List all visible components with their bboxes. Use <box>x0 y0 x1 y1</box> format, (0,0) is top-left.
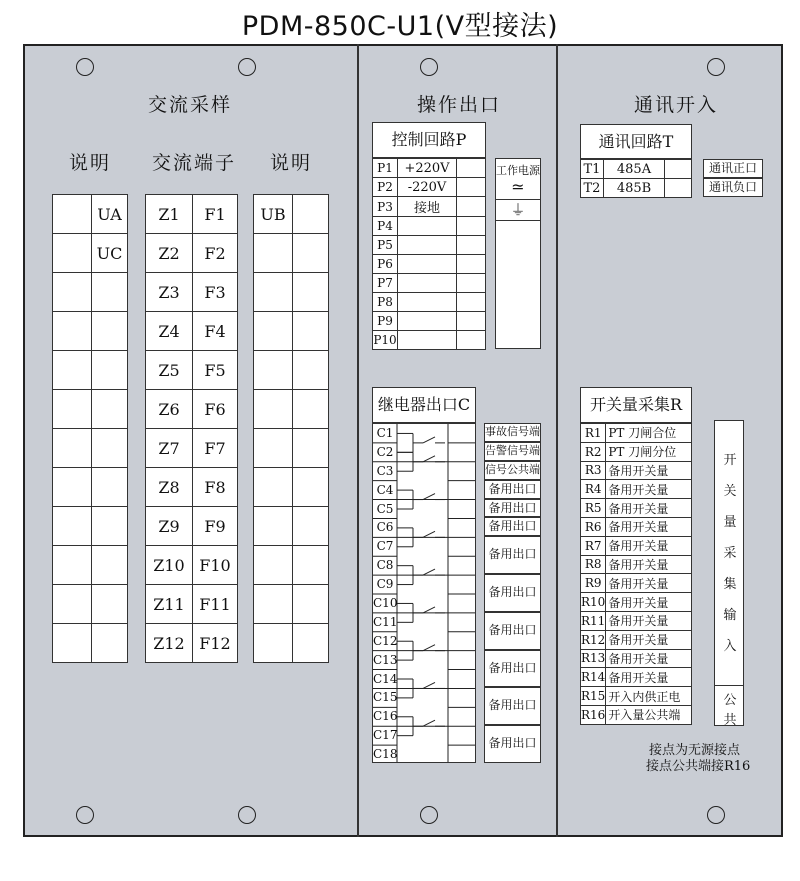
di-terminal-id: R12 <box>581 630 606 649</box>
ac-f-terminal: F4 <box>193 312 238 351</box>
relay-terminal-id: C16 <box>373 709 398 724</box>
ac-f-terminal: F10 <box>193 546 238 585</box>
ac-right-label-cell <box>254 585 293 624</box>
relay-output-label: 备用出口 <box>484 536 541 574</box>
power-supply-label: 工作电源 <box>496 164 540 177</box>
di-row <box>581 536 692 555</box>
relay-terminal-id: C12 <box>373 633 398 648</box>
di-terminal-label: 备用开关量 <box>606 611 692 630</box>
relay-terminal-id: C14 <box>373 671 398 686</box>
di-terminal-id: R4 <box>581 480 606 499</box>
relay-terminal-id: C6 <box>376 520 394 535</box>
ctrl-terminal-id: P5 <box>373 236 398 255</box>
ac-left-label-cell <box>92 312 128 351</box>
ctrl-terminal-label <box>398 217 457 236</box>
ac-terminal-row <box>146 390 238 429</box>
ctrl-terminal-id: P9 <box>373 312 398 331</box>
comm-terminal-value: 485A <box>604 160 665 179</box>
ac-left-label-cell: UA <box>92 195 128 234</box>
ac-right-blank-cell <box>293 624 329 663</box>
ac-right-blank-cell <box>293 585 329 624</box>
di-row <box>581 555 692 574</box>
relay-output-label: 信号公共端 <box>484 461 541 480</box>
ac-right-label-cell <box>254 429 293 468</box>
ac-right-blank-cell <box>293 507 329 546</box>
ac-f-terminal: F3 <box>193 273 238 312</box>
ac-f-terminal: F6 <box>193 390 238 429</box>
relay-terminal-id: C10 <box>373 596 398 610</box>
ac-right-label-cell <box>254 390 293 429</box>
di-row <box>581 424 692 443</box>
mount-hole <box>238 58 256 76</box>
ctrl-terminal-label <box>398 331 457 350</box>
di-terminal-id: R11 <box>581 611 606 630</box>
relay-output-label: 备用出口 <box>484 687 541 725</box>
di-row <box>581 593 692 612</box>
comm-terminal-id: T1 <box>581 160 604 179</box>
di-row <box>581 480 692 499</box>
di-row <box>581 517 692 536</box>
di-terminal-label: 备用开关量 <box>606 593 692 612</box>
ac-left-blank-cell <box>53 273 92 312</box>
ac-left-label-cell <box>92 624 128 663</box>
ac-right-blank-cell <box>293 234 329 273</box>
relay-terminal-id: C17 <box>373 728 398 743</box>
ac-terminal-row <box>146 312 238 351</box>
ctrl-terminal-label <box>398 274 457 293</box>
di-terminal-id: R3 <box>581 461 606 480</box>
ac-left-blank-cell <box>53 234 92 273</box>
ac-right-blank-cell <box>293 312 329 351</box>
ctrl-terminal-label <box>398 236 457 255</box>
di-side-char: 采 <box>723 546 737 561</box>
mount-hole <box>707 806 725 824</box>
ac-right-desc-table <box>253 194 329 663</box>
relay-terminal-block <box>372 423 476 763</box>
di-row <box>581 499 692 518</box>
di-terminal-id: R10 <box>581 593 606 612</box>
comm-terminal-value: 485B <box>604 179 665 198</box>
ac-f-terminal: F5 <box>193 351 238 390</box>
ac-terminal-row <box>146 585 238 624</box>
ac-left-blank-cell <box>53 195 92 234</box>
section-divider-right <box>556 44 558 837</box>
ac-right-label-cell <box>254 624 293 663</box>
page-title: PDM-850C-U1(V型接法) <box>241 11 559 42</box>
mount-hole <box>76 58 94 76</box>
ac-terminal-row <box>146 468 238 507</box>
di-terminal-label: 开入量公共端 <box>606 705 692 724</box>
di-terminal-id: R15 <box>581 687 606 706</box>
ac-z-terminal: Z10 <box>146 546 193 585</box>
comm-input-heading: 通讯开入 <box>634 94 719 116</box>
relay-terminal-id: C7 <box>376 539 394 554</box>
ac-right-label-cell <box>254 507 293 546</box>
ctrl-terminal-id: P10 <box>373 331 398 350</box>
di-row <box>581 574 692 593</box>
ctrl-row <box>373 217 486 236</box>
ctrl-row <box>373 236 486 255</box>
di-terminal-label: 备用开关量 <box>606 630 692 649</box>
ac-terminal-row <box>146 429 238 468</box>
ac-left-blank-cell <box>53 624 92 663</box>
ac-sampling-heading: 交流采样 <box>148 94 233 116</box>
comm-port-label: 通讯负口 <box>703 178 763 197</box>
ac-right-blank-cell <box>293 546 329 585</box>
di-terminal-label: 备用开关量 <box>606 536 692 555</box>
ac-right-label-cell <box>254 546 293 585</box>
ctrl-terminal-id: P2 <box>373 178 398 197</box>
ac-right-blank-cell <box>293 429 329 468</box>
di-side-char: 输 <box>723 608 737 623</box>
di-terminal-label: 备用开关量 <box>606 517 692 536</box>
ctrl-terminal-id: P8 <box>373 293 398 312</box>
ac-right-blank-cell <box>293 390 329 429</box>
relay-label-column <box>484 423 541 763</box>
ac-left-blank-cell <box>53 585 92 624</box>
ac-right-label-cell: UB <box>254 195 293 234</box>
ctrl-row <box>373 178 486 197</box>
di-terminal-label: 备用开关量 <box>606 499 692 518</box>
relay-output-label: 备用出口 <box>484 574 541 612</box>
ac-left-label-cell <box>92 351 128 390</box>
ac-left-label-cell <box>92 273 128 312</box>
ctrl-terminal-id: P6 <box>373 255 398 274</box>
relay-output-label: 备用出口 <box>484 517 541 536</box>
ac-terminal-row <box>146 507 238 546</box>
ac-f-terminal: F1 <box>193 195 238 234</box>
ac-left-label-cell: UC <box>92 234 128 273</box>
di-terminal-label: 备用开关量 <box>606 461 692 480</box>
ac-right-blank-cell <box>293 351 329 390</box>
di-terminal-id: R8 <box>581 555 606 574</box>
comm-port-label: 通讯正口 <box>703 159 763 178</box>
mount-hole <box>707 58 725 76</box>
ac-z-terminal: Z8 <box>146 468 193 507</box>
ground-icon: ⏚ <box>510 201 526 219</box>
ctrl-row <box>373 197 486 217</box>
di-terminal-id: R6 <box>581 517 606 536</box>
mount-hole <box>238 806 256 824</box>
ctrl-circuit-header: 控制回路P <box>372 122 486 158</box>
ac-left-label-cell <box>92 429 128 468</box>
ctrl-row <box>373 159 486 178</box>
di-side-char: 入 <box>723 639 737 654</box>
ac-left-blank-cell <box>53 312 92 351</box>
di-side-common-char: 公 <box>723 693 737 708</box>
di-terminal-id: R13 <box>581 649 606 668</box>
comm-row <box>581 179 692 198</box>
ac-z-terminal: Z4 <box>146 312 193 351</box>
relay-terminal-id: C18 <box>373 747 398 762</box>
relay-terminal-id: C9 <box>376 577 394 592</box>
relay-output-label: 事故信号端 <box>484 423 541 442</box>
di-terminal-id: R7 <box>581 536 606 555</box>
ctrl-circuit-table <box>372 158 486 350</box>
ctrl-blank-cell <box>457 197 486 217</box>
power-supply-box <box>495 158 541 349</box>
ac-terminal-row <box>146 546 238 585</box>
relay-output-label: 备用出口 <box>484 480 541 499</box>
relay-terminal-id: C11 <box>373 614 398 629</box>
ctrl-terminal-id: P3 <box>373 197 398 217</box>
ac-left-label-cell <box>92 585 128 624</box>
relay-output-label: 告警信号端 <box>484 442 541 461</box>
note-common-r16: 接点公共端接R16 <box>646 759 751 774</box>
di-side-char: 开 <box>723 453 737 468</box>
relay-terminal-id: C13 <box>373 652 398 667</box>
relay-terminal-id: C1 <box>376 426 394 440</box>
ac-right-label-cell <box>254 234 293 273</box>
relay-terminal-id: C8 <box>376 558 394 573</box>
di-terminal-label: 备用开关量 <box>606 574 692 593</box>
ac-z-terminal: Z6 <box>146 390 193 429</box>
ctrl-row <box>373 274 486 293</box>
ac-terminal-row <box>146 624 238 663</box>
di-terminal-label: PT 刀闸合位 <box>606 424 692 443</box>
ctrl-terminal-label <box>398 255 457 274</box>
comm-circuit-table <box>580 159 692 198</box>
ac-terminal-row <box>146 195 238 234</box>
ac-terminal-row <box>146 273 238 312</box>
ctrl-blank-cell <box>457 293 486 312</box>
ctrl-blank-cell <box>457 217 486 236</box>
ac-left-desc-table <box>52 194 128 663</box>
di-terminal-id: R2 <box>581 442 606 461</box>
ctrl-terminal-id: P1 <box>373 159 398 178</box>
ac-z-terminal: Z1 <box>146 195 193 234</box>
di-collection-table <box>580 423 692 725</box>
di-terminal-id: R9 <box>581 574 606 593</box>
ctrl-blank-cell <box>457 178 486 197</box>
di-row <box>581 461 692 480</box>
di-row <box>581 630 692 649</box>
ctrl-blank-cell <box>457 312 486 331</box>
di-terminal-id: R16 <box>581 705 606 724</box>
ctrl-row <box>373 293 486 312</box>
comm-circuit-header: 通讯回路T <box>580 124 692 159</box>
di-side-common-char: 共 <box>723 713 737 728</box>
ac-right-label-cell <box>254 468 293 507</box>
di-collection-header: 开关量采集R <box>580 387 692 423</box>
comm-row <box>581 160 692 179</box>
ac-z-terminal: Z7 <box>146 429 193 468</box>
note-passive-contact: 接点为无源接点 <box>649 743 741 758</box>
mount-hole <box>76 806 94 824</box>
comm-terminal-id: T2 <box>581 179 604 198</box>
di-row <box>581 668 692 687</box>
ac-terminal-heading: 交流端子 <box>152 152 237 174</box>
di-terminal-label: 备用开关量 <box>606 480 692 499</box>
di-terminal-id: R1 <box>581 424 606 443</box>
di-side-char: 量 <box>723 515 737 530</box>
ac-left-blank-cell <box>53 390 92 429</box>
ac-left-blank-cell <box>53 468 92 507</box>
relay-contact-c1 <box>397 433 445 452</box>
relay-terminal-id: C15 <box>373 690 398 705</box>
di-row <box>581 687 692 706</box>
mount-hole <box>420 58 438 76</box>
comm-blank-cell <box>665 179 692 198</box>
ctrl-terminal-label <box>398 293 457 312</box>
ac-f-terminal: F9 <box>193 507 238 546</box>
relay-output-label: 备用出口 <box>484 650 541 688</box>
ac-desc-left-heading: 说明 <box>69 152 112 174</box>
ctrl-terminal-label <box>398 312 457 331</box>
ctrl-row <box>373 312 486 331</box>
ac-f-terminal: F7 <box>193 429 238 468</box>
ac-right-label-cell <box>254 351 293 390</box>
ac-terminal-row <box>146 351 238 390</box>
ac-left-label-cell <box>92 546 128 585</box>
relay-terminal-id: C3 <box>376 463 394 478</box>
di-side-char: 关 <box>723 484 737 499</box>
ac-z-terminal: Z3 <box>146 273 193 312</box>
ac-left-label-cell <box>92 390 128 429</box>
di-row <box>581 705 692 724</box>
ac-f-terminal: F11 <box>193 585 238 624</box>
comm-blank-cell <box>665 160 692 179</box>
ac-z-terminal: Z9 <box>146 507 193 546</box>
relay-output-header: 继电器出口C <box>372 387 476 423</box>
ctrl-terminal-label: -220V <box>398 178 457 197</box>
ac-right-label-cell <box>254 273 293 312</box>
relay-output-label: 备用出口 <box>484 499 541 518</box>
ac-right-label-cell <box>254 312 293 351</box>
ac-left-label-cell <box>92 468 128 507</box>
ac-f-terminal: F12 <box>193 624 238 663</box>
ctrl-blank-cell <box>457 331 486 350</box>
ac-terminal-table <box>145 194 238 663</box>
ctrl-blank-cell <box>457 159 486 178</box>
di-terminal-id: R5 <box>581 499 606 518</box>
ac-left-blank-cell <box>53 507 92 546</box>
ac-z-terminal: Z2 <box>146 234 193 273</box>
ctrl-terminal-id: P4 <box>373 217 398 236</box>
ac-left-blank-cell <box>53 429 92 468</box>
ac-desc-right-heading: 说明 <box>270 152 313 174</box>
ac-z-terminal: Z5 <box>146 351 193 390</box>
ac-left-blank-cell <box>53 351 92 390</box>
di-side-char: 集 <box>723 577 737 592</box>
di-terminal-label: 备用开关量 <box>606 555 692 574</box>
relay-output-label: 备用出口 <box>484 612 541 650</box>
di-row <box>581 611 692 630</box>
ctrl-terminal-id: P7 <box>373 274 398 293</box>
di-terminal-label: PT 刀闸分位 <box>606 442 692 461</box>
ac-f-terminal: F2 <box>193 234 238 273</box>
di-terminal-label: 备用开关量 <box>606 649 692 668</box>
ctrl-blank-cell <box>457 236 486 255</box>
ctrl-terminal-label: +220V <box>398 159 457 178</box>
ac-left-blank-cell <box>53 546 92 585</box>
relay-terminal-id: C2 <box>376 444 394 459</box>
mount-hole <box>420 806 438 824</box>
ac-right-blank-cell <box>293 468 329 507</box>
ctrl-terminal-label: 接地 <box>398 197 457 217</box>
di-row <box>581 442 692 461</box>
relay-terminal-id: C5 <box>376 501 394 516</box>
di-terminal-id: R14 <box>581 668 606 687</box>
ac-dc-icon: ≃ <box>511 177 525 196</box>
section-divider-left <box>357 44 359 837</box>
ac-right-blank-cell <box>293 273 329 312</box>
ac-z-terminal: Z12 <box>146 624 193 663</box>
di-side-label-box <box>714 420 744 726</box>
op-output-heading: 操作出口 <box>417 94 502 116</box>
di-row <box>581 649 692 668</box>
ac-left-label-cell <box>92 507 128 546</box>
di-terminal-label: 开入内供正电 <box>606 687 692 706</box>
relay-terminal-id: C4 <box>376 482 394 497</box>
ctrl-row <box>373 331 486 350</box>
ac-terminal-row <box>146 234 238 273</box>
ctrl-blank-cell <box>457 274 486 293</box>
ac-f-terminal: F8 <box>193 468 238 507</box>
ac-right-blank-cell <box>293 195 329 234</box>
ctrl-blank-cell <box>457 255 486 274</box>
ctrl-row <box>373 255 486 274</box>
di-terminal-label: 备用开关量 <box>606 668 692 687</box>
ac-z-terminal: Z11 <box>146 585 193 624</box>
relay-output-label: 备用出口 <box>484 725 541 763</box>
